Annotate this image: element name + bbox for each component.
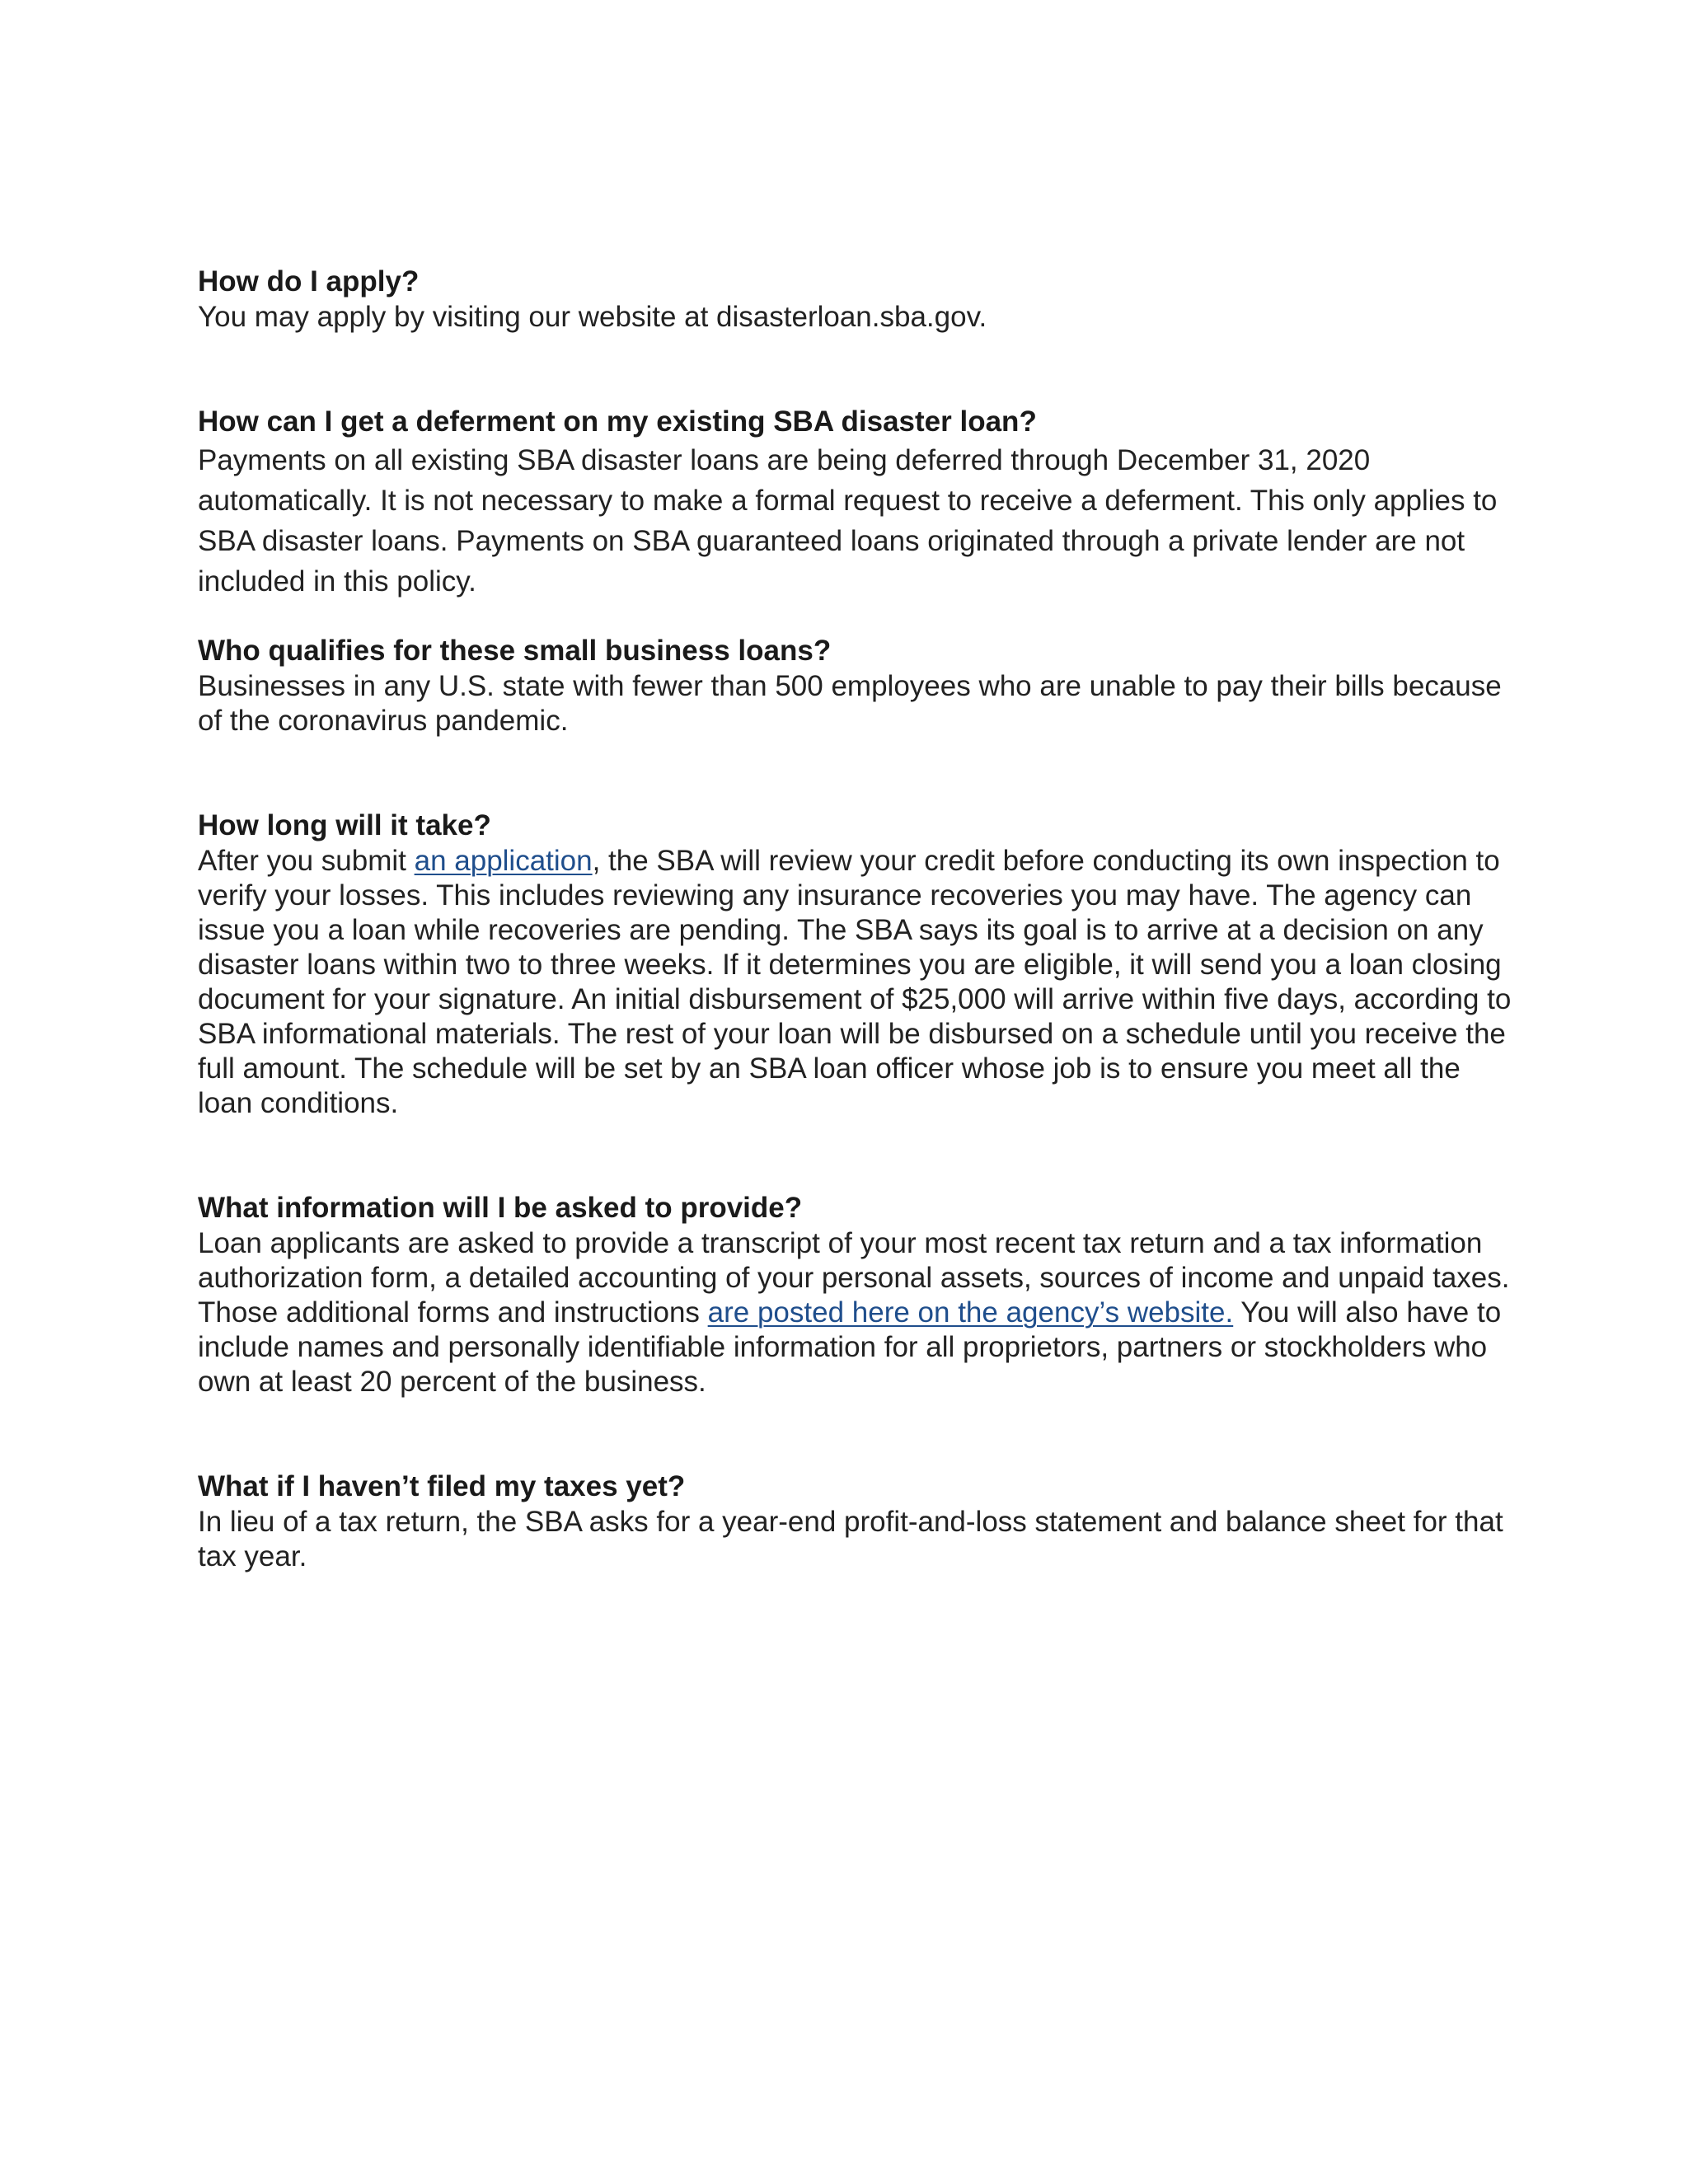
question-heading: What if I haven’t filed my taxes yet? <box>198 1470 686 1502</box>
faq-section-qualifies <box>198 633 1517 738</box>
faq-section-deferment <box>198 404 1517 602</box>
question-heading: How can I get a deferment on my existing SBA disaster loan? <box>198 405 1037 438</box>
answer-text-before: After you submit <box>198 845 415 877</box>
answer-text: In lieu of a tax return, the SBA asks for a year-end profit-and-loss statement and balance sheet for that tax year. <box>198 1506 1503 1572</box>
answer-text: Payments on all existing SBA disaster loans are being deferred through December 31, 2020 automatically. It is not necessary to make a formal request to receive a deferment. This only applies to SBA disaster loans. Payments on SBA guaranteed loans originated through a private lender are not included in this policy. <box>198 444 1498 598</box>
answer-text <box>198 844 1517 1121</box>
question-heading: What information will I be asked to provide? <box>198 1192 803 1224</box>
application-link[interactable]: an application <box>414 845 593 877</box>
answer-text: You may apply by visiting our website at disasterloan.sba.gov. <box>198 301 987 333</box>
document-page <box>198 264 1517 1574</box>
question-heading: Who qualifies for these small business loans? <box>198 635 832 667</box>
answer-text <box>198 1226 1517 1399</box>
answer-text-before: Loan applicants are asked to provide a transcript of your most recent tax return and a tax information authorization form, a detailed accounting of your personal assets, sources of income and unpaid taxes. Those additional forms and instructions <box>198 1227 1510 1329</box>
answer-text: Businesses in any U.S. state with fewer than 500 employees who are unable to pay their bills because of the coronavirus pandemic. <box>198 670 1502 737</box>
faq-section-apply <box>198 264 1517 335</box>
agency-website-link[interactable]: are posted here on the agency’s website. <box>707 1296 1234 1329</box>
faq-section-information <box>198 1190 1517 1399</box>
faq-section-timing <box>198 808 1517 1121</box>
answer-text-after: , the SBA will review your credit before conducting its own inspection to verify your losses. This includes reviewing any insurance recoveries you may have. The agency can issue you a loan while recoveries are pending. The SBA says its goal is to arrive at a decision on any disaster loans within two to three weeks. If it determines you are eligible, it will send you a loan closing document for your signature. An initial disbursement of $25,000 will arrive within five days, according to SBA informational materials. The rest of your loan will be disbursed on a schedule until you receive the full amount. The schedule will be set by an SBA loan officer whose job is to ensure you meet all the loan conditions. <box>198 845 1512 1119</box>
answer-text-after: You will also have to include names and personally identifiable information for all proprietors, partners or stockholders who own at least 20 percent of the business. <box>198 1296 1502 1398</box>
faq-section-taxes <box>198 1469 1517 1574</box>
question-heading: How long will it take? <box>198 809 491 841</box>
question-heading: How do I apply? <box>198 265 420 298</box>
